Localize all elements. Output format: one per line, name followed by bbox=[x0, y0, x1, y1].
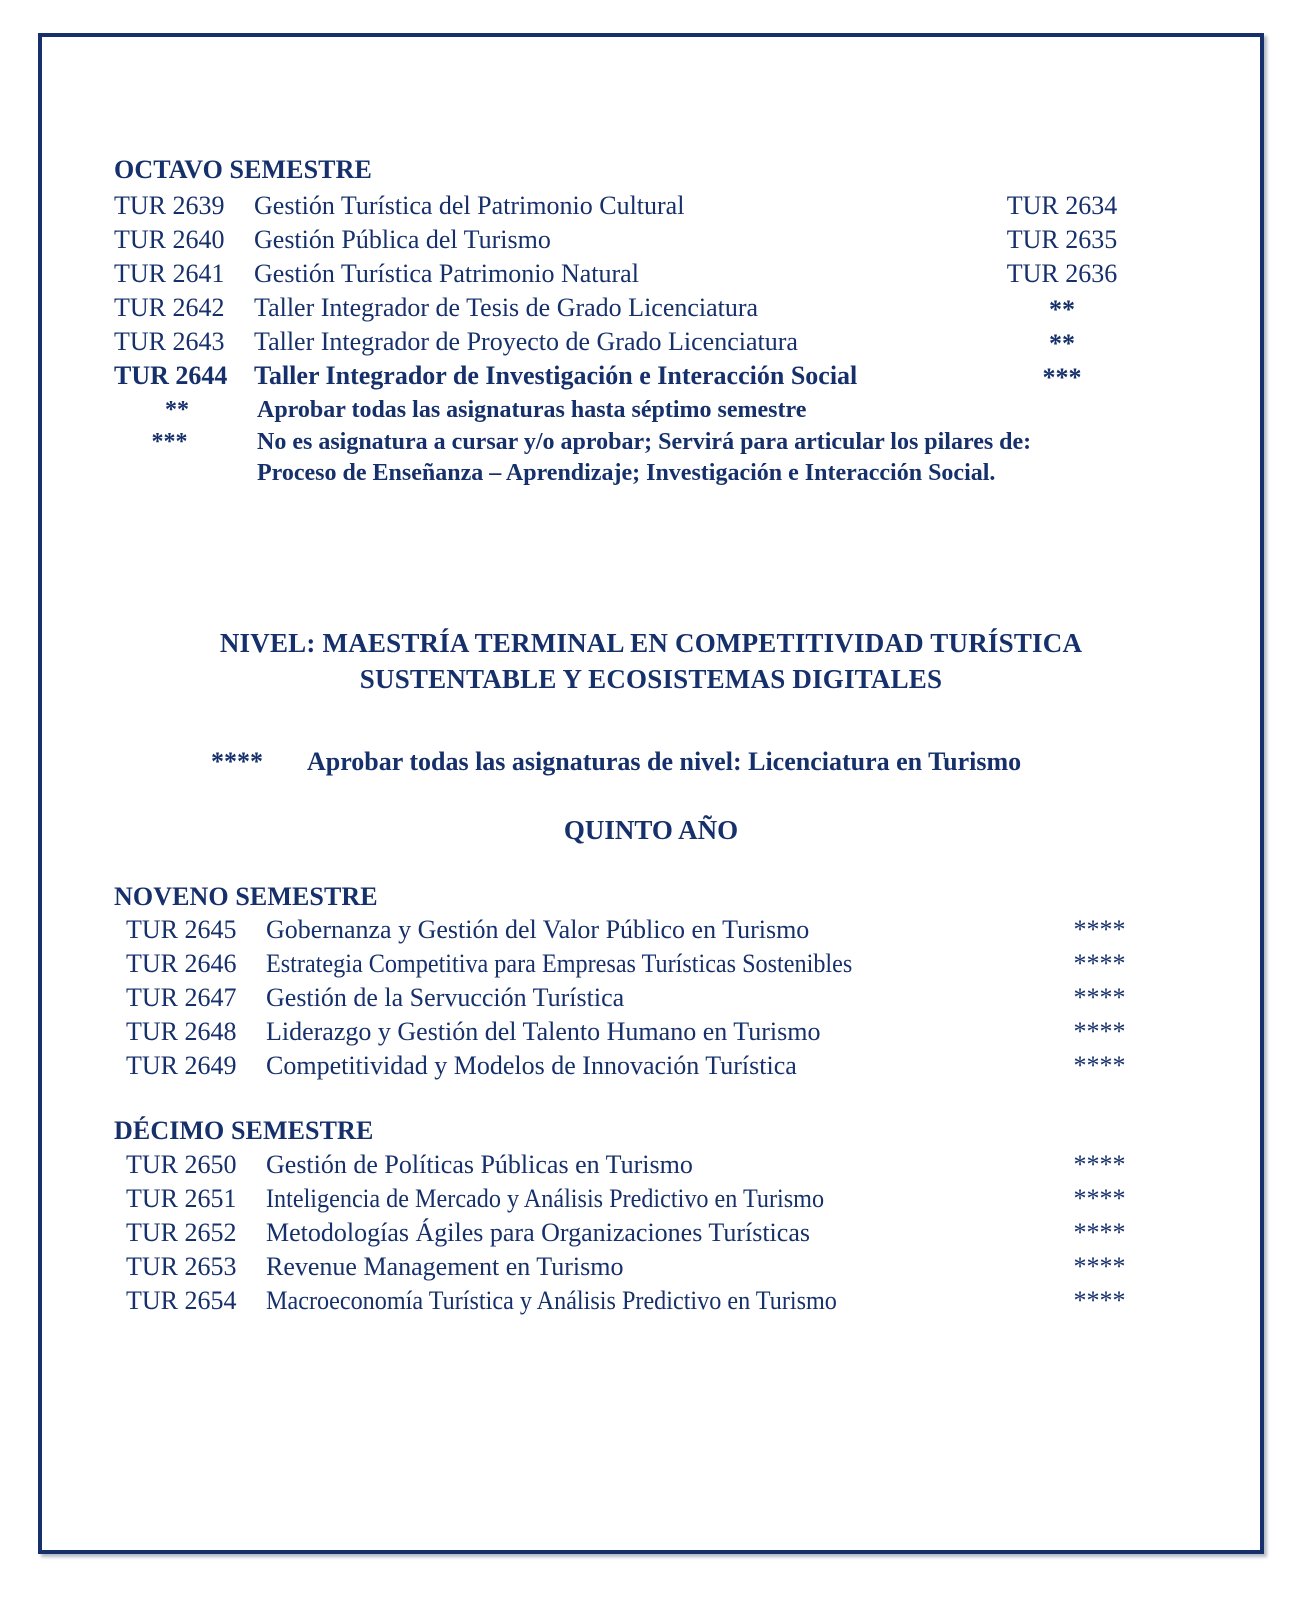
course-name: Gestión Pública del Turismo bbox=[254, 225, 551, 254]
course-code: TUR 2652 bbox=[126, 1218, 237, 1247]
course-row bbox=[126, 1051, 797, 1085]
heading-octavo-semestre: OCTAVO SEMESTRE bbox=[114, 155, 372, 184]
footnote-text-line1: No es asignatura a cursar y/o aprobar; Servirá para articular los pilares de: bbox=[257, 429, 1032, 455]
course-name: Gestión Turística del Patrimonio Cultural bbox=[254, 191, 685, 220]
course-name: Macroeconomía Turística y Análisis Predictivo en Turismo bbox=[266, 1286, 837, 1315]
course-requisite: **** bbox=[1073, 1218, 1126, 1247]
heading-quinto-ano: QUINTO AÑO bbox=[563, 815, 739, 845]
course-requisite: TUR 2635 bbox=[1006, 225, 1118, 254]
course-name: Revenue Management en Turismo bbox=[266, 1252, 624, 1281]
course-requisite: **** bbox=[1073, 1286, 1126, 1315]
course-name: Competitividad y Modelos de Innovación Turística bbox=[266, 1051, 797, 1080]
course-requisite: TUR 2634 bbox=[1006, 191, 1118, 220]
course-name: Taller Integrador de Investigación e Interacción Social bbox=[254, 361, 858, 390]
course-code: TUR 2648 bbox=[126, 1017, 237, 1046]
footnote-text-line2: Proceso de Enseñanza – Aprendizaje; Investigación e Interacción Social. bbox=[257, 460, 996, 486]
course-code: TUR 2639 bbox=[114, 191, 225, 220]
document-content bbox=[42, 37, 1260, 1550]
course-code: TUR 2654 bbox=[126, 1286, 237, 1315]
course-name: Taller Integrador de Proyecto de Grado Licenciatura bbox=[254, 327, 798, 356]
footnote-text: Aprobar todas las asignaturas hasta séptimo semestre bbox=[257, 397, 807, 423]
course-row bbox=[126, 949, 896, 983]
course-row bbox=[126, 1184, 866, 1218]
course-requisite: **** bbox=[1073, 1150, 1126, 1179]
course-row bbox=[114, 327, 798, 361]
course-row bbox=[126, 1286, 880, 1320]
note-text: Aprobar todas las asignaturas de nivel: Licenciatura en Turismo bbox=[307, 747, 1022, 776]
course-row bbox=[126, 1218, 810, 1252]
course-row bbox=[114, 293, 758, 327]
course-row bbox=[126, 983, 624, 1017]
course-code: TUR 2640 bbox=[114, 225, 225, 254]
course-code: TUR 2645 bbox=[126, 915, 237, 944]
course-row bbox=[126, 1017, 820, 1051]
course-name: Inteligencia de Mercado y Análisis Predictivo en Turismo bbox=[266, 1184, 825, 1213]
course-name: Metodologías Ágiles para Organizaciones Turísticas bbox=[266, 1218, 810, 1247]
course-name: Gobernanza y Gestión del Valor Público en Turismo bbox=[266, 915, 810, 944]
course-row bbox=[114, 259, 639, 293]
course-requisite: **** bbox=[1073, 949, 1126, 978]
course-requisite: ** bbox=[1049, 329, 1075, 358]
course-row bbox=[114, 225, 551, 259]
course-code: TUR 2650 bbox=[126, 1150, 237, 1179]
course-code: TUR 2649 bbox=[126, 1051, 237, 1080]
course-code: TUR 2644 bbox=[114, 361, 228, 390]
course-row bbox=[126, 915, 809, 949]
course-requisite: **** bbox=[1073, 983, 1126, 1012]
course-code: TUR 2651 bbox=[126, 1184, 237, 1213]
footnote-mark: *** bbox=[151, 429, 188, 455]
course-requisite: TUR 2636 bbox=[1006, 259, 1118, 288]
course-requisite: **** bbox=[1073, 1184, 1126, 1213]
course-code: TUR 2647 bbox=[126, 983, 237, 1012]
course-code: TUR 2642 bbox=[114, 293, 225, 322]
course-name: Taller Integrador de Tesis de Grado Licenciatura bbox=[254, 293, 759, 322]
heading-decimo-semestre: DÉCIMO SEMESTRE bbox=[114, 1116, 374, 1145]
course-row bbox=[126, 1150, 693, 1184]
course-code: TUR 2646 bbox=[126, 949, 237, 978]
course-row bbox=[126, 1252, 623, 1286]
course-requisite: *** bbox=[1042, 363, 1082, 392]
course-code: TUR 2653 bbox=[126, 1252, 237, 1281]
footnote-mark: ** bbox=[165, 397, 189, 423]
course-requisite: ** bbox=[1049, 295, 1075, 324]
course-requisite: **** bbox=[1073, 1051, 1126, 1080]
maestria-title-line-2: SUSTENTABLE Y ECOSISTEMAS DIGITALES bbox=[359, 664, 943, 694]
course-name: Gestión de la Servucción Turística bbox=[266, 983, 625, 1012]
course-row bbox=[114, 361, 857, 395]
heading-noveno-semestre: NOVENO SEMESTRE bbox=[114, 882, 378, 911]
course-name: Liderazgo y Gestión del Talento Humano en Turismo bbox=[266, 1017, 821, 1046]
course-name: Gestión Turística Patrimonio Natural bbox=[254, 259, 639, 288]
course-name: Estrategia Competitiva para Empresas Turísticas Sostenibles bbox=[266, 949, 853, 978]
course-code: TUR 2641 bbox=[114, 259, 225, 288]
page-border-frame bbox=[38, 33, 1264, 1554]
course-requisite: **** bbox=[1073, 915, 1126, 944]
course-name: Gestión de Políticas Públicas en Turismo bbox=[266, 1150, 693, 1179]
course-requisite: **** bbox=[1073, 1017, 1126, 1046]
note-mark: **** bbox=[211, 747, 263, 776]
maestria-title-line-1: NIVEL: MAESTRÍA TERMINAL EN COMPETITIVIDAD TURÍSTICA bbox=[219, 628, 1083, 658]
course-row bbox=[114, 191, 684, 225]
course-code: TUR 2643 bbox=[114, 327, 225, 356]
course-requisite: **** bbox=[1073, 1252, 1126, 1281]
